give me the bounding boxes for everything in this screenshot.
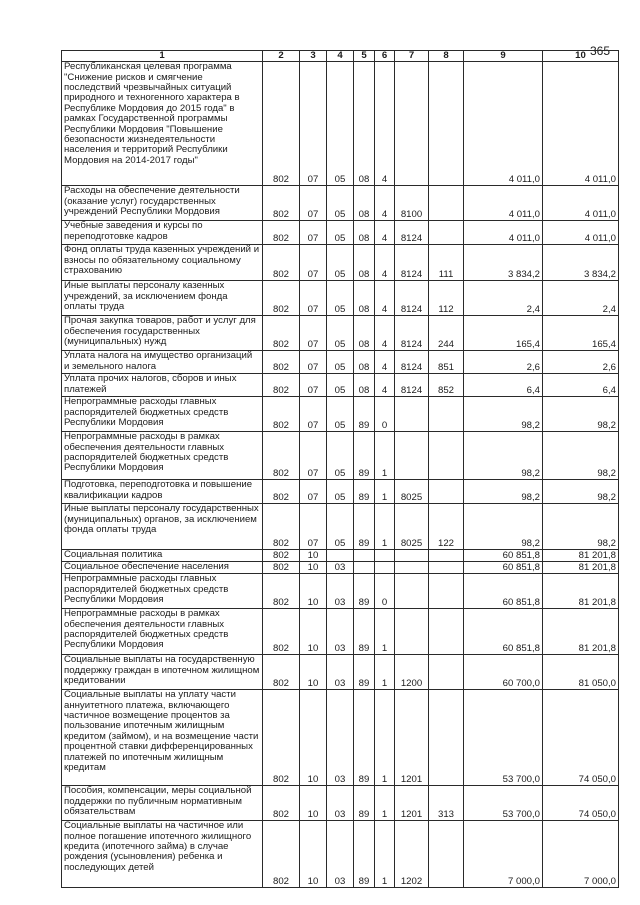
col-6-cell: 4	[375, 245, 395, 281]
table-row	[62, 374, 619, 397]
col-8-cell: 852	[429, 374, 464, 397]
table-row	[62, 574, 619, 609]
col-6-cell: 0	[375, 397, 395, 432]
col-7-cell	[395, 562, 429, 574]
col-9-cell: 53 700,0	[464, 786, 543, 821]
col-7-cell: 8124	[395, 221, 429, 245]
col-8-cell	[429, 186, 464, 221]
col-9-cell: 4 011,0	[464, 62, 543, 186]
col-5-cell: 89	[354, 609, 375, 655]
col-2-cell: 802	[263, 821, 300, 888]
col-2-cell: 802	[263, 609, 300, 655]
row-name: Иные выплаты персоналу казенных учреждений, за исключением фонда оплаты труда	[62, 281, 263, 316]
col-8-cell: 111	[429, 245, 464, 281]
col-4-cell: 05	[327, 374, 354, 397]
column-header: 9	[464, 51, 543, 62]
col-4-cell: 05	[327, 480, 354, 504]
col-6-cell: 1	[375, 690, 395, 786]
col-8-cell: 244	[429, 316, 464, 351]
col-9-cell: 53 700,0	[464, 690, 543, 786]
col-2-cell: 802	[263, 562, 300, 574]
col-3-cell: 07	[300, 397, 327, 432]
col-8-cell: 112	[429, 281, 464, 316]
col-10-cell: 4 011,0	[543, 221, 619, 245]
row-name: Непрограммные расходы в рамках обеспечения деятельности главных распорядителей бюджетных средств Республики Мордовия	[62, 609, 263, 655]
col-4-cell: 03	[327, 562, 354, 574]
col-6-cell: 1	[375, 655, 395, 690]
row-name: Социальная политика	[62, 550, 263, 562]
col-5-cell: 89	[354, 786, 375, 821]
col-3-cell: 10	[300, 655, 327, 690]
col-10-cell: 98,2	[543, 504, 619, 550]
table-body	[62, 62, 619, 888]
col-9-cell: 98,2	[464, 504, 543, 550]
col-9-cell: 60 851,8	[464, 550, 543, 562]
col-2-cell: 802	[263, 221, 300, 245]
col-4-cell: 03	[327, 786, 354, 821]
col-10-cell: 165,4	[543, 316, 619, 351]
col-7-cell: 8124	[395, 281, 429, 316]
column-header: 8	[429, 51, 464, 62]
col-5-cell: 08	[354, 316, 375, 351]
col-8-cell	[429, 221, 464, 245]
col-3-cell: 10	[300, 550, 327, 562]
column-header: 7	[395, 51, 429, 62]
table-row	[62, 786, 619, 821]
col-3-cell: 07	[300, 62, 327, 186]
col-7-cell	[395, 609, 429, 655]
col-7-cell: 8025	[395, 504, 429, 550]
row-name: Расходы на обеспечение деятельности (оказание услуг) государственных учреждений Республики Мордовия	[62, 186, 263, 221]
col-9-cell: 98,2	[464, 480, 543, 504]
col-2-cell: 802	[263, 351, 300, 374]
col-10-cell: 81 050,0	[543, 655, 619, 690]
col-6-cell: 4	[375, 374, 395, 397]
col-8-cell	[429, 690, 464, 786]
col-2-cell: 802	[263, 574, 300, 609]
col-4-cell: 05	[327, 245, 354, 281]
col-7-cell: 8100	[395, 186, 429, 221]
col-8-cell: 122	[429, 504, 464, 550]
col-6-cell: 4	[375, 316, 395, 351]
col-6-cell: 1	[375, 786, 395, 821]
col-2-cell: 802	[263, 62, 300, 186]
col-10-cell: 7 000,0	[543, 821, 619, 888]
col-7-cell: 1201	[395, 786, 429, 821]
col-6-cell: 4	[375, 186, 395, 221]
col-4-cell: 05	[327, 316, 354, 351]
col-10-cell: 81 201,8	[543, 550, 619, 562]
table-row	[62, 480, 619, 504]
column-header: 10	[543, 51, 619, 62]
col-6-cell: 4	[375, 62, 395, 186]
row-name: Социальные выплаты на уплату части аннуитетного платежа, включающего частичное возмещение процентов за пользование ипотечным жилищным кредитом (займом), и на возмещение части процентной ставки дифференцированных платежей по ипотечным жилищным кредитам	[62, 690, 263, 786]
row-name: Непрограммные расходы главных распорядителей бюджетных средств Республики Мордовия	[62, 397, 263, 432]
col-3-cell: 07	[300, 281, 327, 316]
row-name: Республиканская целевая программа "Снижение рисков и смягчение последствий чрезвычайных ситуаций природного и техногенного характера в Республике Мордовия до 2015 года" в рамках Государственной программы Республики Мордовия "Повышение безопасности жизнедеятельности населения и территорий Республики Мордовия на 2014-2017 годы"	[62, 62, 263, 186]
col-9-cell: 165,4	[464, 316, 543, 351]
col-4-cell: 03	[327, 690, 354, 786]
row-name: Непрограммные расходы главных распорядителей бюджетных средств Республики Мордовия	[62, 574, 263, 609]
col-7-cell: 1202	[395, 821, 429, 888]
col-8-cell: 851	[429, 351, 464, 374]
col-9-cell: 4 011,0	[464, 186, 543, 221]
col-7-cell	[395, 432, 429, 480]
col-6-cell: 1	[375, 504, 395, 550]
col-7-cell: 8124	[395, 316, 429, 351]
col-7-cell: 1201	[395, 690, 429, 786]
col-5-cell: 89	[354, 690, 375, 786]
col-3-cell: 07	[300, 316, 327, 351]
col-4-cell: 03	[327, 574, 354, 609]
column-header: 6	[375, 51, 395, 62]
col-6-cell: 4	[375, 351, 395, 374]
col-8-cell	[429, 397, 464, 432]
col-9-cell: 6,4	[464, 374, 543, 397]
col-10-cell: 4 011,0	[543, 62, 619, 186]
col-10-cell: 81 201,8	[543, 574, 619, 609]
table-row	[62, 316, 619, 351]
col-4-cell: 05	[327, 397, 354, 432]
col-6-cell: 1	[375, 821, 395, 888]
col-4-cell: 05	[327, 281, 354, 316]
col-3-cell: 10	[300, 562, 327, 574]
row-name: Учебные заведения и курсы по переподготовке кадров	[62, 221, 263, 245]
col-4-cell: 05	[327, 504, 354, 550]
col-2-cell: 802	[263, 655, 300, 690]
col-3-cell: 07	[300, 374, 327, 397]
row-name: Пособия, компенсации, меры социальной поддержки по публичным нормативным обязательствам	[62, 786, 263, 821]
table-row	[62, 504, 619, 550]
col-7-cell: 1200	[395, 655, 429, 690]
column-header: 4	[327, 51, 354, 62]
col-5-cell: 89	[354, 655, 375, 690]
table-row	[62, 655, 619, 690]
col-6-cell: 0	[375, 574, 395, 609]
col-6-cell: 1	[375, 432, 395, 480]
col-9-cell: 2,4	[464, 281, 543, 316]
col-10-cell: 4 011,0	[543, 186, 619, 221]
col-8-cell	[429, 62, 464, 186]
col-5-cell: 08	[354, 351, 375, 374]
table-row	[62, 821, 619, 888]
col-6-cell: 4	[375, 281, 395, 316]
col-8-cell	[429, 562, 464, 574]
col-4-cell: 05	[327, 432, 354, 480]
col-8-cell	[429, 550, 464, 562]
table-row	[62, 690, 619, 786]
col-2-cell: 802	[263, 690, 300, 786]
col-4-cell: 05	[327, 62, 354, 186]
col-7-cell: 8124	[395, 374, 429, 397]
col-4-cell: 03	[327, 609, 354, 655]
col-5-cell: 08	[354, 186, 375, 221]
col-4-cell: 05	[327, 221, 354, 245]
table-row	[62, 245, 619, 281]
col-2-cell: 802	[263, 397, 300, 432]
col-5-cell: 89	[354, 574, 375, 609]
row-name: Иные выплаты персоналу государственных (муниципальных) органов, за исключением фонда оплаты труда	[62, 504, 263, 550]
col-4-cell: 05	[327, 351, 354, 374]
row-name: Уплата прочих налогов, сборов и иных платежей	[62, 374, 263, 397]
col-10-cell: 98,2	[543, 432, 619, 480]
col-2-cell: 802	[263, 186, 300, 221]
col-5-cell: 89	[354, 480, 375, 504]
col-2-cell: 802	[263, 245, 300, 281]
col-5-cell: 89	[354, 504, 375, 550]
table-row	[62, 397, 619, 432]
col-7-cell	[395, 550, 429, 562]
col-3-cell: 10	[300, 690, 327, 786]
table-row	[62, 562, 619, 574]
col-8-cell	[429, 655, 464, 690]
col-4-cell	[327, 550, 354, 562]
budget-table	[61, 50, 619, 888]
col-7-cell	[395, 574, 429, 609]
col-9-cell: 60 851,8	[464, 574, 543, 609]
col-5-cell: 08	[354, 281, 375, 316]
col-5-cell	[354, 550, 375, 562]
col-9-cell: 3 834,2	[464, 245, 543, 281]
row-name: Социальные выплаты на государственную поддержку граждан в ипотечном жилищном кредитовании	[62, 655, 263, 690]
col-8-cell	[429, 574, 464, 609]
row-name: Уплата налога на имущество организаций и земельного налога	[62, 351, 263, 374]
column-header: 5	[354, 51, 375, 62]
col-2-cell: 802	[263, 374, 300, 397]
col-5-cell: 08	[354, 245, 375, 281]
col-2-cell: 802	[263, 504, 300, 550]
col-4-cell: 03	[327, 821, 354, 888]
col-10-cell: 74 050,0	[543, 786, 619, 821]
col-2-cell: 802	[263, 480, 300, 504]
col-5-cell: 08	[354, 221, 375, 245]
col-3-cell: 10	[300, 574, 327, 609]
col-3-cell: 07	[300, 480, 327, 504]
col-7-cell	[395, 397, 429, 432]
col-10-cell: 2,4	[543, 281, 619, 316]
col-5-cell: 08	[354, 62, 375, 186]
col-7-cell	[395, 62, 429, 186]
table-row	[62, 221, 619, 245]
col-4-cell: 05	[327, 186, 354, 221]
col-2-cell: 802	[263, 432, 300, 480]
col-10-cell: 6,4	[543, 374, 619, 397]
col-10-cell: 98,2	[543, 480, 619, 504]
col-7-cell: 8124	[395, 245, 429, 281]
column-header: 1	[62, 51, 263, 62]
col-3-cell: 07	[300, 186, 327, 221]
column-header: 2	[263, 51, 300, 62]
col-6-cell: 1	[375, 480, 395, 504]
col-3-cell: 10	[300, 786, 327, 821]
col-9-cell: 2,6	[464, 351, 543, 374]
col-9-cell: 60 700,0	[464, 655, 543, 690]
page-number: 365	[590, 44, 611, 58]
col-9-cell: 7 000,0	[464, 821, 543, 888]
col-8-cell	[429, 480, 464, 504]
col-6-cell	[375, 562, 395, 574]
col-5-cell	[354, 562, 375, 574]
row-name: Непрограммные расходы в рамках обеспечения деятельности главных распорядителей бюджетных средств Республики Мордовия	[62, 432, 263, 480]
col-8-cell: 313	[429, 786, 464, 821]
table-row	[62, 281, 619, 316]
table-header	[62, 51, 619, 62]
col-10-cell: 74 050,0	[543, 690, 619, 786]
table-row	[62, 351, 619, 374]
col-3-cell: 07	[300, 245, 327, 281]
table-row	[62, 432, 619, 480]
col-2-cell: 802	[263, 550, 300, 562]
row-name: Социальные выплаты на частичное или полное погашение ипотечного жилищного кредита (ипотечного займа) в случае рождения (усыновления) ребенка и последующих детей	[62, 821, 263, 888]
col-10-cell: 3 834,2	[543, 245, 619, 281]
table-row	[62, 609, 619, 655]
col-10-cell: 81 201,8	[543, 609, 619, 655]
table-row	[62, 62, 619, 186]
col-3-cell: 07	[300, 504, 327, 550]
col-9-cell: 98,2	[464, 432, 543, 480]
row-name: Прочая закупка товаров, работ и услуг для обеспечения государственных (муниципальных) нужд	[62, 316, 263, 351]
col-7-cell: 8124	[395, 351, 429, 374]
row-name: Фонд оплаты труда казенных учреждений и взносы по обязательному социальному страхованию	[62, 245, 263, 281]
col-9-cell: 98,2	[464, 397, 543, 432]
col-5-cell: 89	[354, 821, 375, 888]
col-2-cell: 802	[263, 786, 300, 821]
table-row	[62, 550, 619, 562]
col-5-cell: 89	[354, 397, 375, 432]
col-6-cell	[375, 550, 395, 562]
table-row	[62, 186, 619, 221]
col-3-cell: 07	[300, 351, 327, 374]
col-5-cell: 89	[354, 432, 375, 480]
col-10-cell: 2,6	[543, 351, 619, 374]
col-9-cell: 60 851,8	[464, 562, 543, 574]
col-2-cell: 802	[263, 281, 300, 316]
col-5-cell: 08	[354, 374, 375, 397]
col-3-cell: 07	[300, 432, 327, 480]
col-10-cell: 98,2	[543, 397, 619, 432]
column-header: 3	[300, 51, 327, 62]
col-9-cell: 60 851,8	[464, 609, 543, 655]
col-9-cell: 4 011,0	[464, 221, 543, 245]
col-10-cell: 81 201,8	[543, 562, 619, 574]
col-3-cell: 07	[300, 221, 327, 245]
col-6-cell: 4	[375, 221, 395, 245]
col-3-cell: 10	[300, 609, 327, 655]
col-8-cell	[429, 821, 464, 888]
col-8-cell	[429, 609, 464, 655]
header-row	[62, 51, 619, 62]
col-7-cell: 8025	[395, 480, 429, 504]
col-2-cell: 802	[263, 316, 300, 351]
col-3-cell: 10	[300, 821, 327, 888]
row-name: Социальное обеспечение населения	[62, 562, 263, 574]
col-8-cell	[429, 432, 464, 480]
row-name: Подготовка, переподготовка и повышение квалификации кадров	[62, 480, 263, 504]
col-4-cell: 03	[327, 655, 354, 690]
col-6-cell: 1	[375, 609, 395, 655]
